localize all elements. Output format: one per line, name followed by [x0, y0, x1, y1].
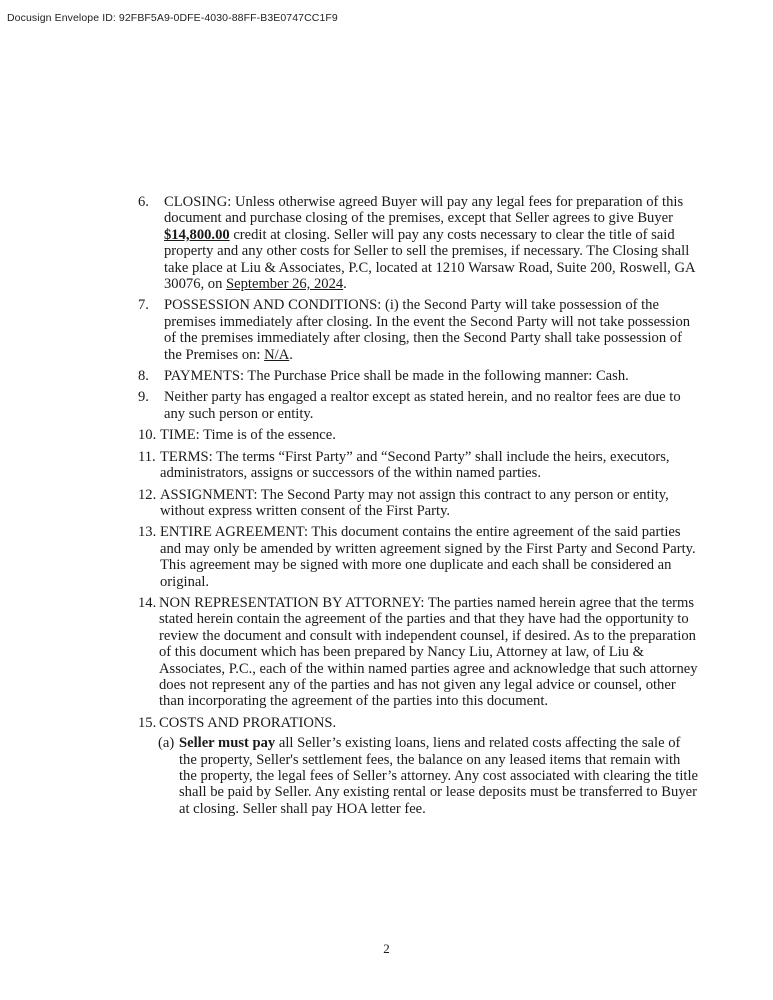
docusign-envelope-id: Docusign Envelope ID: 92FBF5A9-0DFE-4030-88FF-B3E0747CC1F9	[7, 12, 338, 24]
clause-text: TERMS: The terms “First Party” and “Second Party” shall include the heirs, executors, administrators, assigns or successors of the within named parties.	[160, 448, 670, 482]
clause-text: NON REPRESENTATION BY ATTORNEY: The parties named herein agree that the terms stated herein contain the agreement of the parties and that they have had the opportunity to review the document and consult with independent counsel, if desired. As to the preparation of this document which has been prepared by Nancy Liu, Attorney at law, of Liu & Associates, P.C., each of the within named parties agree and acknowledge that such attorney does not represent any of the parties and has not given any legal advice or counsel, other than incorporating the agreement of the parties into this document.	[159, 594, 698, 710]
clause-text: POSSESSION AND CONDITIONS: (i) the Second Party will take possession of the premises immediately after closing. In the event the Second Party will not take possession of the premises immediately after closing, then the Second Party shall take possession of the Premises on: N/A.	[164, 297, 691, 363]
seller-must-pay: Seller must pay	[179, 735, 276, 752]
clause-text: ENTIRE AGREEMENT: This document contains the entire agreement of the said parties and may only be amended by written agreement signed by the First Party and Second Party. This agreement may be signed with more one duplicate and each shall be considered an original.	[160, 524, 696, 590]
page-number: 2	[383, 941, 390, 956]
contract-page-body	[138, 194, 698, 822]
clause-number: 13.	[138, 524, 157, 541]
credit-amount: $14,800.00	[164, 226, 230, 243]
clause-number: 15.	[138, 714, 157, 731]
possession-date: N/A	[264, 346, 290, 363]
clause-text: ASSIGNMENT: The Second Party may not assign this contract to any person or entity, without express written consent of the First Party.	[160, 486, 669, 519]
clause-number: 9.	[138, 389, 149, 406]
clause-text: TIME: Time is of the essence.	[160, 427, 336, 444]
clause-6-closing	[138, 194, 698, 292]
clause-14-non-representation	[138, 595, 698, 710]
clause-number: 14.	[138, 594, 157, 611]
clause-8-payments	[138, 368, 698, 384]
clause-text: PAYMENTS: The Purchase Price shall be made in the following manner: Cash.	[164, 368, 629, 385]
clause-15a-seller-costs	[158, 735, 698, 817]
clause-11-terms	[138, 449, 698, 482]
clause-number: 10.	[138, 427, 157, 444]
clause-7-possession	[138, 297, 698, 363]
subclause-text: Seller must pay all Seller’s existing loans, liens and related costs affecting the sale of the property, Seller's settlement fees, the balance on any leased items that remain with the property, the legal fees of Seller’s attorney. Any cost associated with clearing the title shall be paid by Seller. Any existing rental or lease deposits must be transferred to Buyer at closing. Seller shall pay HOA letter fee.	[179, 735, 698, 817]
clause-number: 11.	[138, 448, 156, 465]
clause-9-realtor	[138, 389, 698, 422]
clause-number: 12.	[138, 486, 157, 503]
closing-date: September 26, 2024	[226, 276, 344, 293]
clause-number: 6.	[138, 194, 149, 210]
clause-12-assignment	[138, 487, 698, 520]
clause-text: Neither party has engaged a realtor except as stated herein, and no realtor fees are due to any such person or entity.	[164, 389, 681, 422]
clause-text: CLOSING: Unless otherwise agreed Buyer will pay any legal fees for preparation of this document and purchase closing of the premises, except that Seller agrees to give Buyer $14,800.00 credit at closing. Seller will pay any costs necessary to clear the title of said property and any other costs for Seller to sell the premises, if necessary. The Closing shall take place at Liu & Associates, P.C, located at 1210 Warsaw Road, Suite 200, Roswell, GA 30076, on September 26, 2024.	[164, 194, 695, 293]
subclause-letter: (a)	[158, 735, 175, 752]
clause-15-costs-prorations	[138, 715, 698, 817]
clause-number: 8.	[138, 368, 149, 385]
clause-text: COSTS AND PRORATIONS.	[159, 714, 337, 731]
clause-13-entire-agreement	[138, 524, 698, 590]
clause-10-time	[138, 427, 698, 443]
clause-number: 7.	[138, 297, 149, 314]
